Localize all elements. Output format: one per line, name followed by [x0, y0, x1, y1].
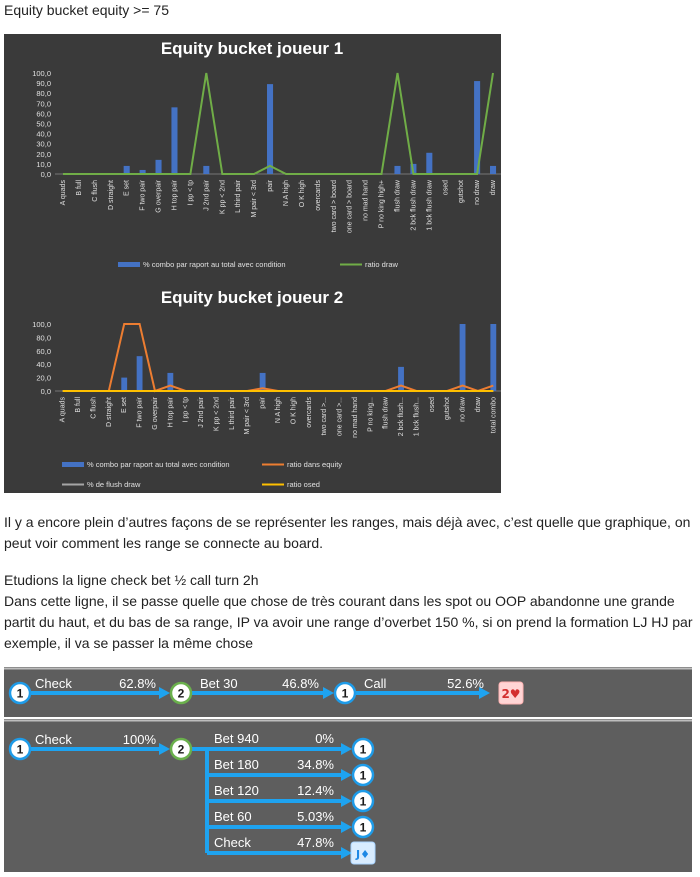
y-tick-label: 90,0	[36, 79, 51, 89]
tree2-svg	[4, 719, 692, 872]
edge-label: Check	[35, 676, 72, 691]
edge-label: Bet 30	[200, 676, 238, 691]
y-tick-label: 20,0	[36, 149, 51, 159]
y-tick-label: 0,0	[40, 387, 51, 396]
category-label: total combo	[490, 396, 498, 434]
category-label: no draw	[474, 180, 482, 205]
category-label: C flush	[90, 397, 98, 419]
card-2h	[499, 682, 523, 704]
category-label: O K high	[290, 397, 298, 425]
edge-pct: 52.6%	[447, 676, 484, 691]
y-tick-label: 50,0	[36, 119, 51, 129]
category-label: P no king...	[367, 397, 375, 432]
bar	[121, 378, 127, 391]
branch-pct: 12.4%	[297, 783, 334, 798]
y-tick-label: 30,0	[36, 139, 51, 149]
action-tree-2	[4, 719, 692, 872]
y-tick-label: 60,0	[36, 109, 51, 119]
svg-text:1: 1	[16, 742, 24, 757]
tree-node[interactable]	[10, 683, 30, 703]
category-label: overcards	[314, 180, 322, 211]
svg-text:1: 1	[359, 768, 367, 783]
category-label: O K high	[298, 180, 306, 208]
legend-label: ratio dans equity	[287, 460, 343, 469]
category-label: D straight	[105, 397, 113, 427]
edge-pct: 100%	[122, 732, 156, 747]
tree-node[interactable]	[353, 739, 373, 759]
category-label: 1 bck flush...	[413, 397, 421, 437]
category-label: P no king high+	[378, 180, 386, 229]
category-label: one card >...	[336, 397, 344, 437]
bar	[156, 160, 162, 174]
bar	[124, 166, 130, 174]
category-label: draw	[474, 397, 482, 413]
category-label: A quads	[59, 397, 67, 423]
category-label: J 2nd pair	[198, 397, 206, 428]
branch-pct: 0%	[315, 731, 334, 746]
legend-swatch	[62, 462, 84, 467]
tree-node[interactable]	[10, 739, 30, 759]
equity-bucket-charts	[4, 34, 501, 493]
category-label: H top pair	[167, 397, 175, 428]
tree-node[interactable]	[353, 791, 373, 811]
svg-text:2: 2	[177, 686, 185, 701]
tree-node[interactable]	[353, 765, 373, 785]
category-label: pair	[259, 397, 267, 409]
bar	[426, 153, 432, 174]
legend-label: ratio draw	[365, 260, 398, 269]
category-label: C flush	[91, 180, 99, 202]
category-label: 2 bck flush draw	[410, 180, 418, 231]
category-label: gutshot	[444, 397, 452, 420]
category-label: B full	[75, 397, 83, 413]
svg-text:1: 1	[359, 794, 367, 809]
bar	[167, 373, 173, 391]
chart-title: Equity bucket joueur 1	[160, 39, 344, 58]
category-label: overcards	[305, 397, 313, 428]
y-tick-label: 10,0	[36, 159, 51, 169]
bar	[137, 356, 143, 391]
category-label: M pair < 3rd	[251, 180, 259, 218]
section-heading: Equity bucket equity >= 75	[4, 2, 169, 18]
category-label: L third pair	[228, 397, 236, 430]
category-label: pair	[267, 180, 275, 192]
action-tree-1	[4, 667, 692, 717]
tree1-svg	[4, 667, 692, 717]
y-tick-label: 80,0	[36, 333, 51, 343]
category-label: M pair < 3rd	[244, 397, 252, 435]
category-label: A quads	[59, 180, 67, 206]
category-label: I pp < tp	[187, 180, 195, 206]
category-label: no draw	[459, 397, 467, 422]
branch-label: Bet 940	[214, 731, 259, 746]
bar	[267, 84, 273, 174]
category-label: two card >...	[321, 397, 329, 436]
y-tick-label: 70,0	[36, 99, 51, 109]
edge-pct: 62.8%	[119, 676, 156, 691]
bar	[394, 166, 400, 174]
svg-text:J♦: J♦	[356, 848, 370, 861]
category-label: 2 bck flush...	[398, 397, 406, 437]
category-label: 1 bck flush draw	[426, 180, 434, 231]
category-label: H top pair	[171, 180, 179, 211]
tree-node[interactable]	[171, 683, 191, 703]
branch-label: Bet 180	[214, 757, 259, 772]
y-tick-label: 40,0	[36, 360, 51, 370]
tree-node[interactable]	[353, 817, 373, 837]
tree-node[interactable]	[171, 739, 191, 759]
chart-title: Equity bucket joueur 2	[160, 288, 344, 307]
category-label: K pp < 2nd	[213, 397, 221, 432]
category-label: L third pair	[235, 180, 243, 213]
category-label: E set	[121, 397, 129, 413]
paragraph-1: Il y a encore plein d’autres façons de se représenter les ranges, mais déjà avec, c’est quelle que graphique, on peut voir comment les range se connecte au board.	[4, 514, 691, 551]
category-label: one card > board	[346, 180, 354, 234]
legend-label: % combo par raport au total avec condition	[87, 460, 230, 469]
bar	[460, 324, 466, 391]
y-tick-label: 60,0	[36, 346, 51, 356]
legend-label: % de flush draw	[87, 480, 141, 489]
category-label: I pp < tp	[182, 397, 190, 423]
branch-pct: 34.8%	[297, 757, 334, 772]
category-label: K pp < 2nd	[219, 180, 227, 215]
svg-text:1: 1	[359, 820, 367, 835]
bar	[171, 107, 177, 174]
bar	[203, 166, 209, 174]
category-label: D straight	[107, 180, 115, 210]
svg-text:1: 1	[359, 742, 367, 757]
category-label: N A high	[282, 180, 290, 207]
edge-pct: 46.8%	[282, 676, 319, 691]
svg-text:2: 2	[177, 742, 185, 757]
category-label: E set	[123, 180, 131, 196]
branch-pct: 47.8%	[297, 835, 334, 850]
bar	[490, 166, 496, 174]
edge-label: Call	[364, 676, 387, 691]
branch-label: Check	[214, 835, 251, 850]
legend-swatch	[118, 262, 140, 267]
tree-node[interactable]	[335, 683, 355, 703]
category-label: G overpair	[155, 180, 163, 213]
edge-label: Check	[35, 732, 72, 747]
legend-label: ratio osed	[287, 480, 320, 489]
branch-label: Bet 60	[214, 809, 252, 824]
category-label: J 2nd pair	[203, 180, 211, 211]
y-tick-label: 80,0	[36, 89, 51, 99]
category-label: F two pair	[139, 180, 147, 211]
y-tick-label: 40,0	[36, 129, 51, 139]
category-label: draw	[490, 180, 498, 196]
svg-text:1: 1	[341, 686, 349, 701]
legend-label: % combo par raport au total avec condition	[143, 260, 286, 269]
category-label: flush draw	[382, 397, 390, 429]
category-label: no mad hand	[362, 180, 370, 221]
category-label: osed	[442, 180, 450, 196]
category-label: B full	[75, 180, 83, 196]
paragraph-2: Etudions la ligne check bet ½ call turn 2h Dans cette ligne, il se passe quelle que chose de très courant dans les spot ou OOP abandonne une grande partit du haut, et du bas de sa range, IP va avoir une range d’overbet 150 %, si on prend la formation LJ HJ par exemple, il va se passer la même chose	[4, 572, 693, 651]
card-jd	[351, 842, 375, 864]
bar	[490, 324, 496, 391]
y-tick-label: 100,0	[32, 320, 51, 329]
y-tick-label: 0,0	[40, 170, 51, 179]
svg-text:1: 1	[16, 686, 24, 701]
category-label: F two pair	[136, 397, 144, 428]
y-tick-label: 100,0	[32, 69, 51, 78]
category-label: gutshot	[458, 180, 466, 203]
branch-label: Bet 120	[214, 783, 259, 798]
branch-pct: 5.03%	[297, 809, 334, 824]
category-label: osed	[428, 397, 436, 413]
category-label: flush draw	[394, 180, 402, 212]
category-label: N A high	[275, 397, 282, 424]
charts-svg	[4, 34, 501, 493]
category-label: two card > board	[330, 180, 338, 233]
category-label: no mad hand	[351, 397, 359, 438]
y-tick-label: 20,0	[36, 373, 51, 383]
svg-text:2♥: 2♥	[501, 687, 521, 701]
category-label: G overpair	[151, 397, 159, 430]
